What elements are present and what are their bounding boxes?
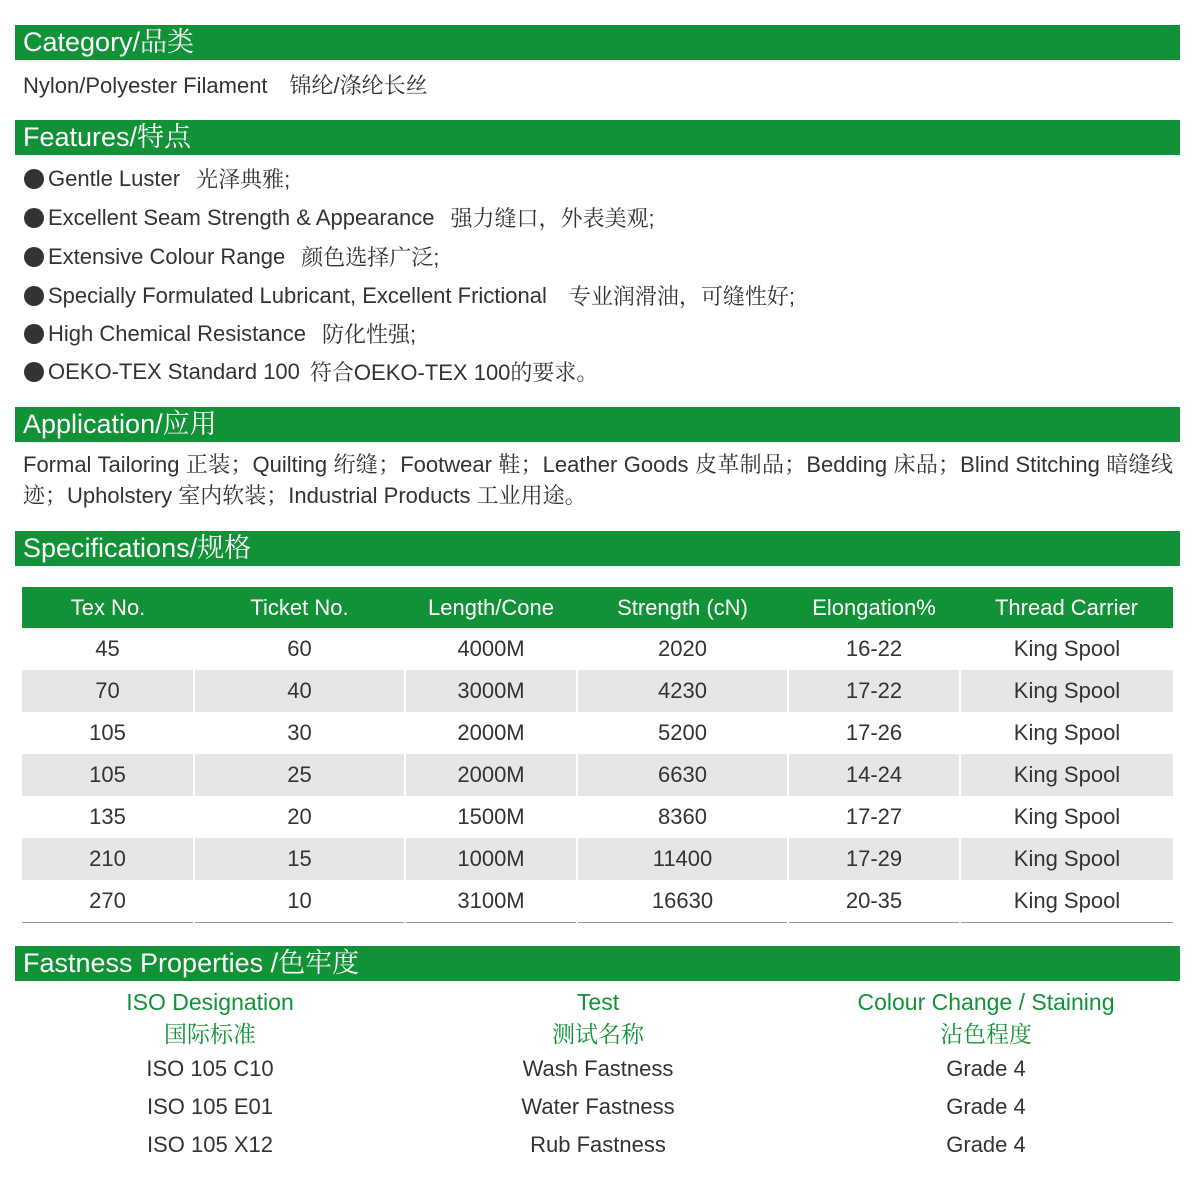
category-header: Category/品类: [15, 25, 1180, 60]
cell-length: 2000M: [405, 712, 577, 754]
feature-en: OEKO-TEX Standard 100: [48, 358, 300, 384]
cell-strength: 16630: [577, 880, 788, 923]
bullet-icon: [24, 208, 44, 228]
fastness-cell: Rub Fastness: [530, 1132, 666, 1157]
fastness-cell: ISO 105 C10: [146, 1056, 274, 1081]
col-header-cn: 测试名称: [551, 1021, 644, 1047]
cell-elongation: 17-29: [788, 838, 960, 880]
cell-carrier: King Spool: [960, 670, 1173, 712]
cell-length: 1000M: [405, 838, 577, 880]
category-value-cn: 锦纶/涤纶长丝: [289, 73, 428, 98]
cell-tex: 210: [89, 846, 126, 871]
cell-length: 3100M: [405, 880, 577, 923]
cell-length: 4000M: [405, 628, 577, 670]
feature-cn: 符合OEKO-TEX 100的要求。: [309, 360, 599, 385]
feature-en: High Chemical Resistance: [48, 320, 306, 346]
cell-strength: 8360: [577, 796, 788, 838]
table-row: [22, 628, 1173, 670]
bullet-icon: [24, 286, 44, 306]
feature-item: [24, 241, 439, 272]
fastness-cell: ISO 105 E01: [147, 1094, 273, 1119]
cell-strength: 6630: [577, 754, 788, 796]
cell-ticket: 10: [194, 880, 405, 923]
cell-elongation: 17-26: [788, 712, 960, 754]
col-header-en: Test: [576, 989, 620, 1015]
col-header-carrier: Thread Carrier: [994, 594, 1139, 620]
col-header-cn: 国际标准: [163, 1021, 256, 1047]
feature-en: Specially Formulated Lubricant, Excellent Frictional: [48, 282, 547, 308]
fastness-cell: Grade 4: [946, 1132, 1026, 1157]
table-row: [22, 712, 1173, 754]
feature-item: [24, 202, 655, 233]
fastness-col-test: [521, 986, 674, 1164]
bullet-icon: [24, 169, 44, 189]
col-header-ticket: Ticket No.: [250, 594, 349, 620]
category-value: [23, 69, 428, 100]
col-header-en: Colour Change / Staining: [857, 989, 1115, 1015]
cell-ticket: 30: [194, 712, 405, 754]
fastness-cell: ISO 105 X12: [147, 1132, 273, 1157]
table-row: [22, 796, 1173, 838]
spec-table: [22, 587, 1173, 923]
feature-item: [24, 280, 795, 311]
cell-carrier: King Spool: [960, 796, 1173, 838]
table-row: [22, 670, 1173, 712]
bullet-icon: [24, 247, 44, 267]
cell-tex: 45: [95, 636, 120, 661]
feature-item: [24, 163, 290, 194]
fastness-col-iso: [126, 986, 293, 1164]
application-header: Application/应用: [15, 407, 1180, 442]
cell-tex: 135: [89, 804, 126, 829]
cell-elongation: 14-24: [788, 754, 960, 796]
table-row: [22, 754, 1173, 796]
feature-cn: 专业润滑油，可缝性好;: [568, 284, 796, 309]
fastness-cell: Grade 4: [946, 1094, 1026, 1119]
col-header-tex: Tex No.: [70, 594, 146, 620]
col-header-strength: Strength (cN): [617, 594, 748, 620]
table-row: [22, 838, 1173, 880]
fastness-cell: Grade 4: [946, 1056, 1026, 1081]
cell-strength: 5200: [577, 712, 788, 754]
bullet-icon: [24, 324, 44, 344]
cell-strength: 2020: [577, 628, 788, 670]
cell-tex: 270: [22, 880, 194, 923]
cell-elongation: 20-35: [788, 880, 960, 923]
col-header-length: Length/Cone: [428, 594, 554, 620]
cell-elongation: 16-22: [788, 628, 960, 670]
cell-elongation: 17-22: [788, 670, 960, 712]
col-header-en: ISO Designation: [126, 989, 294, 1015]
cell-length: 2000M: [405, 754, 577, 796]
cell-ticket: 25: [194, 754, 405, 796]
features-header: Features/特点: [15, 120, 1180, 155]
feature-en: Extensive Colour Range: [48, 243, 286, 269]
feature-en: Gentle Luster: [48, 165, 181, 191]
feature-cn: 光泽典雅;: [196, 167, 291, 192]
cell-carrier: King Spool: [960, 754, 1173, 796]
bullet-icon: [24, 362, 44, 382]
cell-carrier: King Spool: [960, 880, 1173, 923]
feature-item: [24, 318, 416, 349]
feature-item: [24, 356, 598, 387]
cell-ticket: 20: [194, 796, 405, 838]
cell-ticket: 15: [194, 838, 405, 880]
cell-ticket: 40: [194, 670, 405, 712]
cell-length: 1500M: [405, 796, 577, 838]
fastness-col-grade: [858, 986, 1115, 1164]
col-header-elongation: Elongation%: [812, 594, 936, 620]
cell-length: 3000M: [405, 670, 577, 712]
cell-tex: 105: [89, 762, 126, 787]
feature-cn: 防化性强;: [322, 322, 417, 347]
cell-strength: 11400: [577, 838, 788, 880]
cell-carrier: King Spool: [960, 838, 1173, 880]
table-row: [22, 880, 1173, 923]
cell-strength: 4230: [577, 670, 788, 712]
fastness-header: Fastness Properties /色牢度: [15, 946, 1180, 981]
fastness-cell: Water Fastness: [521, 1094, 675, 1119]
category-value-en: Nylon/Polyester Filament: [23, 73, 268, 98]
spec-table-header-row: [22, 587, 1173, 628]
feature-cn: 颜色选择广泛;: [301, 245, 440, 270]
cell-tex: 70: [95, 678, 120, 703]
feature-en: Excellent Seam Strength & Appearance: [48, 204, 435, 230]
col-header-cn: 沾色程度: [940, 1021, 1032, 1047]
feature-cn: 强力缝口，外表美观;: [450, 206, 655, 231]
specifications-header: Specifications/规格: [15, 531, 1180, 566]
cell-carrier: King Spool: [960, 628, 1173, 670]
cell-elongation: 17-27: [788, 796, 960, 838]
cell-carrier: King Spool: [960, 712, 1173, 754]
application-text: Formal Tailoring 正装；Quilting 绗缝；Footwear 鞋；Leather Goods 皮革制品；Bedding 床品；Blind Stitching 暗缝线迹；Upholstery 室内软装；Industrial Products 工业用途。: [23, 452, 1173, 508]
fastness-cell: Wash Fastness: [522, 1056, 674, 1081]
cell-tex: 105: [89, 720, 126, 745]
cell-ticket: 60: [194, 628, 405, 670]
